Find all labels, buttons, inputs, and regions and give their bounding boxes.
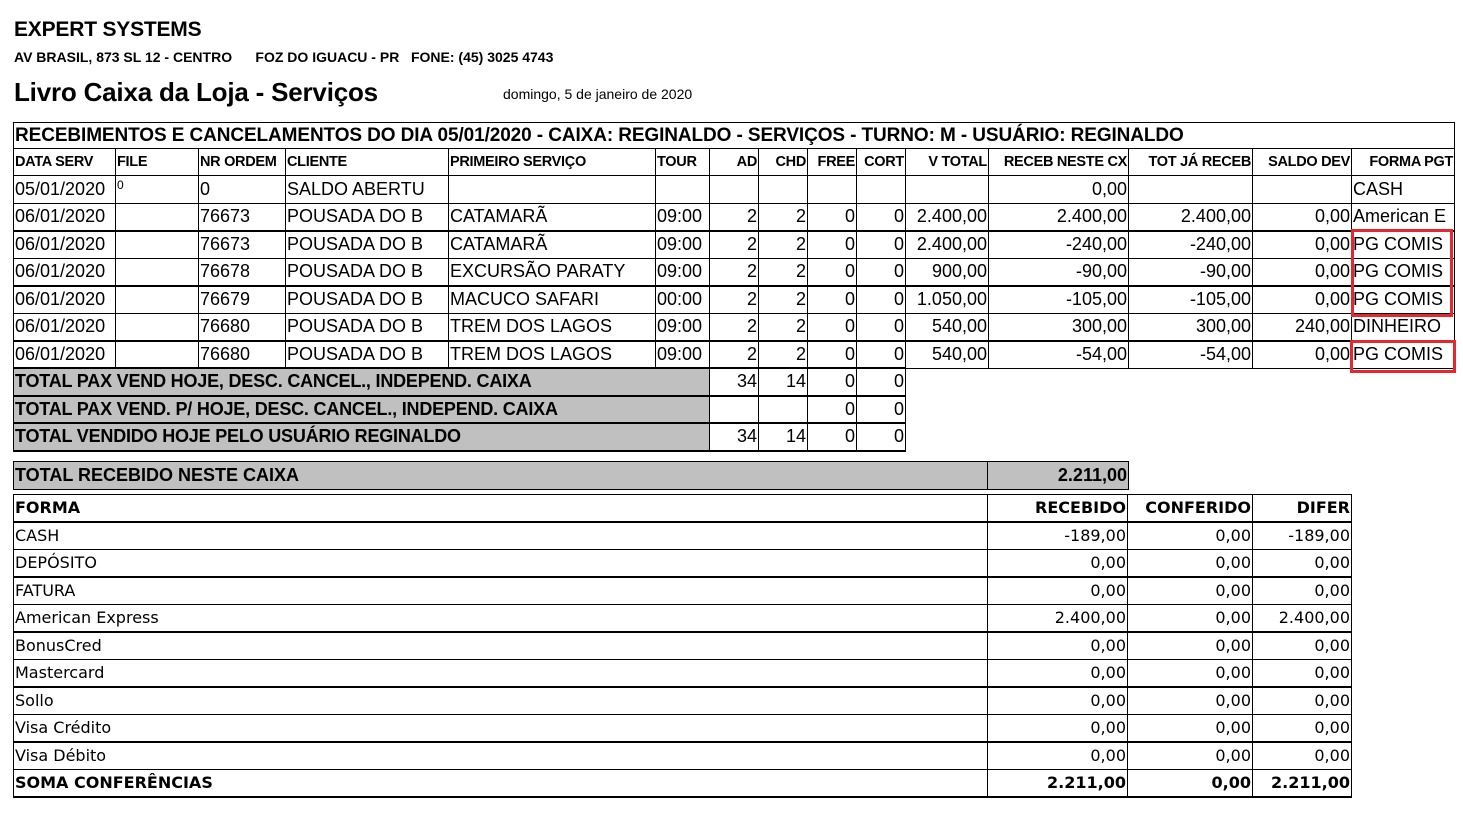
cell-recebido: -189,00 [988,522,1128,550]
cell-conferido: 0,00 [1128,604,1253,632]
cell-forma: CASH [14,522,988,550]
cell-tour: 00:00 [656,286,710,314]
cell-recebido: 0,00 [988,632,1128,660]
cell-conferido: 0,00 [1128,522,1253,550]
cell-tour: 09:00 [656,203,710,231]
col-header-recebido: RECEBIDO [988,495,1128,522]
cell-v-total: 900,00 [906,258,989,286]
cell-forma: Visa Crédito [14,714,988,742]
company-name: EXPERT SYSTEMS [14,18,202,41]
cell-free: 0 [808,286,857,314]
cell-cort [857,176,906,204]
cell-v-total [906,176,989,204]
cell-file [116,231,199,259]
table-row [14,203,1455,231]
col-header-chd: CHD [759,149,808,176]
total-vendido-usuario-row [14,423,1455,451]
cell-v-total: 2.400,00 [906,231,989,259]
cell-forma: Sollo [14,687,988,715]
cell-tot-receb: -105,00 [1129,286,1253,314]
cell-receb: 300,00 [989,313,1129,341]
column-header-row [14,149,1455,176]
forma-row [14,632,1352,660]
cell-forma: Mastercard [14,659,988,687]
cell-conferido: 0,00 [1128,577,1253,605]
total-chd: 14 [759,368,808,396]
cell-tour: 09:00 [656,258,710,286]
cell-difer: 0,00 [1253,714,1352,742]
cell-saldo: 0,00 [1253,203,1352,231]
col-header-difer: DIFER [1253,495,1352,522]
cell-data-serv: 06/01/2020 [14,313,116,341]
cell-saldo [1253,176,1352,204]
cell-servico: CATAMARÃ [449,231,656,259]
soma-conferencias-row [14,769,1352,797]
col-header-cort: CORT [857,149,906,176]
cell-cliente: POUSADA DO B [286,258,449,286]
total-pax-vend-p-hoje-row [14,396,1455,424]
col-header-v-total: V TOTAL [906,149,989,176]
blank-cell [906,423,1455,451]
cell-chd: 2 [759,258,808,286]
cell-data-serv: 06/01/2020 [14,258,116,286]
cell-cort: 0 [857,258,906,286]
col-header-receb-neste-cx: RECEB NESTE CX [989,149,1129,176]
cell-receb: -240,00 [989,231,1129,259]
total-recebido-value: 2.211,00 [988,462,1129,490]
cell-receb: 0,00 [989,176,1129,204]
cell-ad: 2 [710,203,759,231]
forma-pagamento-table [13,494,1352,798]
col-header-data-serv: DATA SERV [14,149,116,176]
col-header-cliente: CLIENTE [286,149,449,176]
cell-cliente: POUSADA DO B [286,313,449,341]
col-header-ad: AD [710,149,759,176]
table-row [14,258,1455,286]
total-ad: 34 [710,423,759,451]
cell-servico: CATAMARÃ [449,203,656,231]
forma-row [14,659,1352,687]
cell-tot-receb: -240,00 [1129,231,1253,259]
cell-saldo: 0,00 [1253,341,1352,369]
cell-difer: 0,00 [1253,577,1352,605]
cell-cort: 0 [857,203,906,231]
cell-conferido: 0,00 [1128,687,1253,715]
cell-cort: 0 [857,341,906,369]
cell-chd: 2 [759,286,808,314]
col-header-forma: FORMA [14,495,988,522]
total-free: 0 [808,396,857,424]
total-free: 0 [808,368,857,396]
cell-cort: 0 [857,313,906,341]
table-row [14,313,1455,341]
cell-recebido: 0,00 [988,742,1128,770]
table-title-row [14,123,1455,149]
cell-file [116,286,199,314]
cell-receb: -90,00 [989,258,1129,286]
total-recebido-table [13,461,1129,490]
col-header-tour: TOUR [656,149,710,176]
forma-row [14,714,1352,742]
cell-v-total: 540,00 [906,313,989,341]
blank-cell [906,396,1455,424]
cell-data-serv: 05/01/2020 [14,176,116,204]
receipts-table [13,122,1455,452]
cell-forma: CASH [1352,176,1455,204]
cell-difer: 2.211,00 [1253,769,1352,797]
cell-data-serv: 06/01/2020 [14,341,116,369]
cell-forma: FATURA [14,577,988,605]
table-row [14,231,1455,259]
cell-chd [759,176,808,204]
cell-forma: PG COMIS [1352,341,1455,369]
cell-recebido: 0,00 [988,687,1128,715]
cell-forma: American Express [14,604,988,632]
report-title: Livro Caixa da Loja - Serviços [14,77,378,107]
cell-cliente: POUSADA DO B [286,203,449,231]
cell-file [116,258,199,286]
table-row [14,176,1455,204]
cell-tot-receb: -54,00 [1129,341,1253,369]
cell-ad [710,176,759,204]
table-row [14,286,1455,314]
cell-chd: 2 [759,341,808,369]
forma-row [14,604,1352,632]
cell-nr-ordem: 76673 [199,203,286,231]
cell-saldo: 0,00 [1253,258,1352,286]
cell-free: 0 [808,313,857,341]
col-header-conferido: CONFERIDO [1128,495,1253,522]
total-ad: 34 [710,368,759,396]
table-row [14,341,1455,369]
cell-file [116,203,199,231]
cell-cort: 0 [857,286,906,314]
total-cort: 0 [857,368,906,396]
forma-header-row [14,495,1352,522]
forma-row [14,549,1352,577]
total-label: TOTAL PAX VEND. P/ HOJE, DESC. CANCEL., INDEPEND. CAIXA [14,396,710,424]
cell-difer: -189,00 [1253,522,1352,550]
cell-tour: 09:00 [656,341,710,369]
cell-data-serv: 06/01/2020 [14,203,116,231]
cell-saldo: 240,00 [1253,313,1352,341]
cell-nr-ordem: 0 [199,176,286,204]
cell-nr-ordem: 76680 [199,313,286,341]
col-header-saldo-dev: SALDO DEV [1253,149,1352,176]
cell-servico: EXCURSÃO PARATY [449,258,656,286]
cell-tot-receb: -90,00 [1129,258,1253,286]
cell-tour [656,176,710,204]
forma-row [14,687,1352,715]
cell-conferido: 0,00 [1128,742,1253,770]
cell-conferido: 0,00 [1128,769,1253,797]
cell-tour: 09:00 [656,313,710,341]
cell-nr-ordem: 76680 [199,341,286,369]
col-header-file: FILE [116,149,199,176]
total-ad [710,396,759,424]
total-label: TOTAL PAX VEND HOJE, DESC. CANCEL., INDEPEND. CAIXA [14,368,710,396]
cell-difer: 0,00 [1253,742,1352,770]
cell-v-total: 2.400,00 [906,203,989,231]
cell-difer: 0,00 [1253,687,1352,715]
cell-cliente: POUSADA DO B [286,231,449,259]
col-header-forma-pgt: FORMA PGT [1352,149,1455,176]
cell-cliente: SALDO ABERTU [286,176,449,204]
cell-forma: Visa Débito [14,742,988,770]
cell-cliente: POUSADA DO B [286,341,449,369]
cell-recebido: 0,00 [988,659,1128,687]
cell-servico: TREM DOS LAGOS [449,313,656,341]
cell-difer: 2.400,00 [1253,604,1352,632]
cell-servico: MACUCO SAFARI [449,286,656,314]
cell-file [116,313,199,341]
cell-cliente: POUSADA DO B [286,286,449,314]
cell-recebido: 0,00 [988,549,1128,577]
col-header-free: FREE [808,149,857,176]
cell-nr-ordem: 76679 [199,286,286,314]
blank-cell [906,368,1455,396]
cell-conferido: 0,00 [1128,714,1253,742]
total-pax-vend-hoje-row [14,368,1455,396]
cell-ad: 2 [710,286,759,314]
cell-difer: 0,00 [1253,659,1352,687]
col-header-primeiro-servico: PRIMEIRO SERVIÇO [449,149,656,176]
cell-free: 0 [808,231,857,259]
cell-ad: 2 [710,313,759,341]
cell-ad: 2 [710,258,759,286]
cell-difer: 0,00 [1253,632,1352,660]
cell-forma: PG COMIS [1352,286,1455,314]
cell-free: 0 [808,258,857,286]
cell-chd: 2 [759,231,808,259]
company-address: AV BRASIL, 873 SL 12 - CENTRO FOZ DO IGUACU - PR FONE: (45) 3025 4743 [14,49,554,65]
cell-forma: DINHEIRO [1352,313,1455,341]
total-cort: 0 [857,396,906,424]
cell-file: 0 [116,176,199,204]
total-recebido-row [14,462,1129,490]
cell-ad: 2 [710,231,759,259]
cell-data-serv: 06/01/2020 [14,231,116,259]
forma-row [14,577,1352,605]
cell-free: 0 [808,341,857,369]
cell-receb: -105,00 [989,286,1129,314]
forma-row [14,742,1352,770]
cell-forma: DEPÓSITO [14,549,988,577]
forma-row [14,522,1352,550]
cell-recebido: 2.211,00 [988,769,1128,797]
col-header-nr-ordem: NR ORDEM [199,149,286,176]
cell-forma: PG COMIS [1352,231,1455,259]
cell-nr-ordem: 76678 [199,258,286,286]
cell-nr-ordem: 76673 [199,231,286,259]
cell-tot-receb [1129,176,1253,204]
cell-servico: TREM DOS LAGOS [449,341,656,369]
cell-forma: BonusCred [14,632,988,660]
col-header-tot-ja-receb: TOT JÁ RECEB [1129,149,1253,176]
cell-saldo: 0,00 [1253,286,1352,314]
cell-recebido: 0,00 [988,714,1128,742]
cell-conferido: 0,00 [1128,549,1253,577]
cell-recebido: 0,00 [988,577,1128,605]
total-chd [759,396,808,424]
total-label: TOTAL VENDIDO HOJE PELO USUÁRIO REGINALDO [14,423,710,451]
cell-receb: 2.400,00 [989,203,1129,231]
cell-ad: 2 [710,341,759,369]
cell-recebido: 2.400,00 [988,604,1128,632]
cell-free [808,176,857,204]
cell-file [116,341,199,369]
cell-cort: 0 [857,231,906,259]
cell-forma: PG COMIS [1352,258,1455,286]
cell-chd: 2 [759,313,808,341]
cell-difer: 0,00 [1253,549,1352,577]
cell-v-total: 540,00 [906,341,989,369]
table-title: RECEBIMENTOS E CANCELAMENTOS DO DIA 05/01/2020 - CAIXA: REGINALDO - SERVIÇOS - TURNO: M - USUÁRIO: REGINALDO [14,123,1455,149]
total-chd: 14 [759,423,808,451]
cell-forma: SOMA CONFERÊNCIAS [14,769,988,797]
cell-servico [449,176,656,204]
cell-forma: American E [1352,203,1455,231]
cell-tour: 09:00 [656,231,710,259]
cell-saldo: 0,00 [1253,231,1352,259]
cell-data-serv: 06/01/2020 [14,286,116,314]
cell-chd: 2 [759,203,808,231]
total-recebido-label: TOTAL RECEBIDO NESTE CAIXA [14,462,988,490]
report-date: domingo, 5 de janeiro de 2020 [503,86,693,102]
cell-tot-receb: 300,00 [1129,313,1253,341]
total-free: 0 [808,423,857,451]
cell-tot-receb: 2.400,00 [1129,203,1253,231]
cell-conferido: 0,00 [1128,632,1253,660]
total-cort: 0 [857,423,906,451]
cell-receb: -54,00 [989,341,1129,369]
cell-conferido: 0,00 [1128,659,1253,687]
cell-v-total: 1.050,00 [906,286,989,314]
cell-free: 0 [808,203,857,231]
